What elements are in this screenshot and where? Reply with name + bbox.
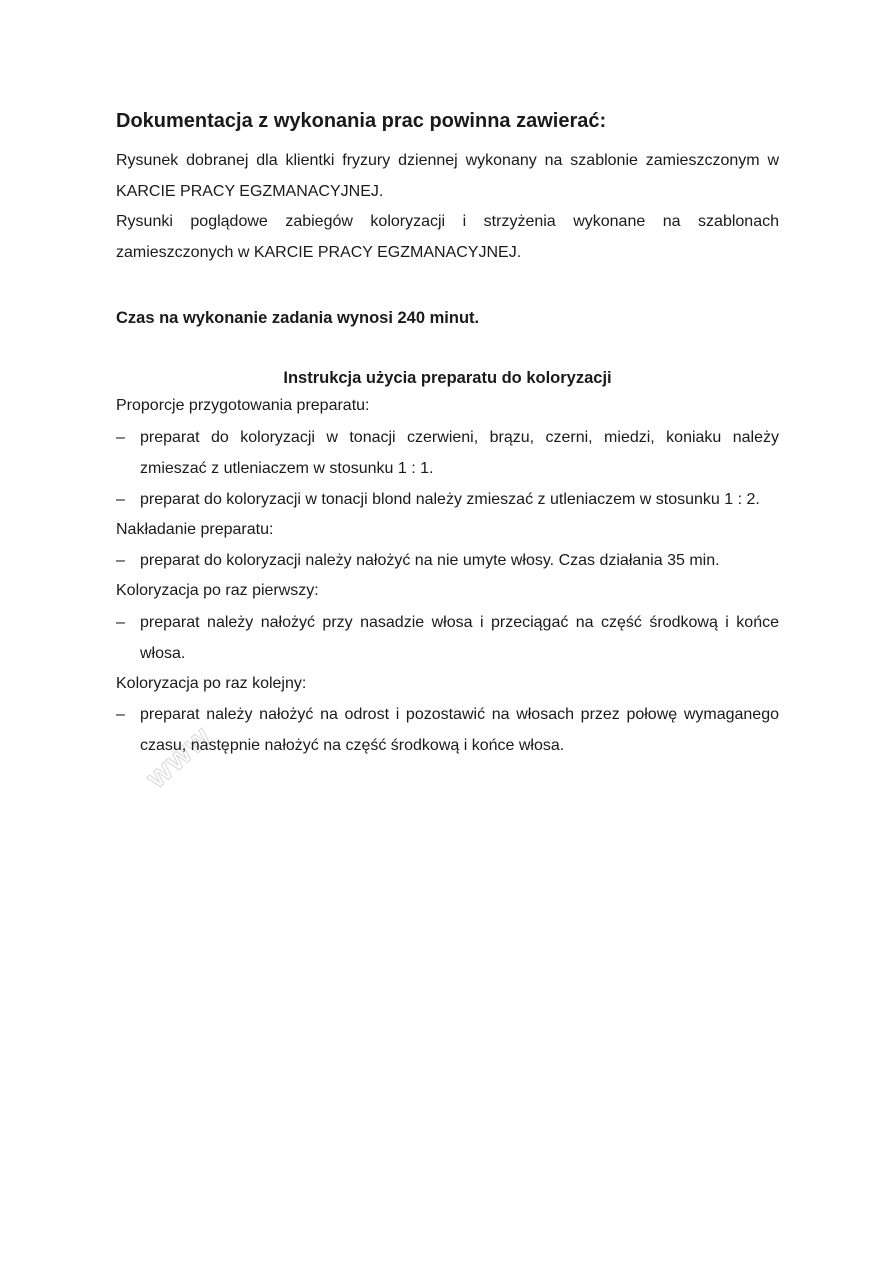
list-item [116,607,779,669]
dash-bullet: – [116,552,125,569]
dash-bullet: – [116,613,125,631]
section-first-coloring [116,576,779,669]
section-label: Koloryzacja po raz kolejny: [116,674,307,692]
section-proportions [116,391,779,515]
documentation-paragraph-1: Rysunek dobranej dla klientki fryzury dziennej wykonany na szablonie zamieszczonym w KARCIE PRACY EGZMANACYJNEJ. [116,152,779,200]
documentation-paragraph-2: Rysunki poglądowe zabiegów koloryzacji i strzyżenia wykonane na szablonach zamieszczonych w KARCIE PRACY EGZMANACYJNEJ. [116,213,779,261]
section-label: Nakładanie preparatu: [116,520,274,538]
list-item [116,545,779,576]
list-item-text: preparat należy nałożyć przy nasadzie włosa i przeciągać na część środkową i końce włosa. [140,613,779,662]
list-item-text: preparat do koloryzacji w tonacji czerwieni, brązu, czerni, miedzi, koniaku należy zmieszać z utleniaczem w stosunku 1 : 1. [140,428,779,477]
dash-bullet: – [116,490,125,508]
section-label: Koloryzacja po raz pierwszy: [116,582,319,599]
time-note: Czas na wykonanie zadania wynosi 240 minut. [116,309,480,327]
list-item [116,699,779,761]
watermark: www [140,719,219,795]
documentation-heading: Dokumentacja z wykonania prac powinna zawierać: [116,110,607,132]
dash-bullet: – [116,428,125,446]
list-item-text: preparat do koloryzacji w tonacji blond należy zmieszać z utleniaczem w stosunku 1 : 2. [140,490,760,508]
section-application [116,515,779,577]
list-item-text: preparat należy nałożyć na odrost i pozostawić na włosach przez połowę wymaganego czasu, następnie nałożyć na część środkową i końce włosa. [140,706,779,754]
list-item [116,484,779,515]
section-next-coloring [116,669,779,762]
dash-bullet: – [116,706,125,723]
instruction-title: Instrukcja użycia preparatu do koloryzacji [283,369,612,387]
document-content [116,108,779,761]
list-item [116,422,779,484]
section-label: Proporcje przygotowania preparatu: [116,397,370,414]
list-item-text: preparat do koloryzacji należy nałożyć na nie umyte włosy. Czas działania 35 min. [140,552,720,569]
